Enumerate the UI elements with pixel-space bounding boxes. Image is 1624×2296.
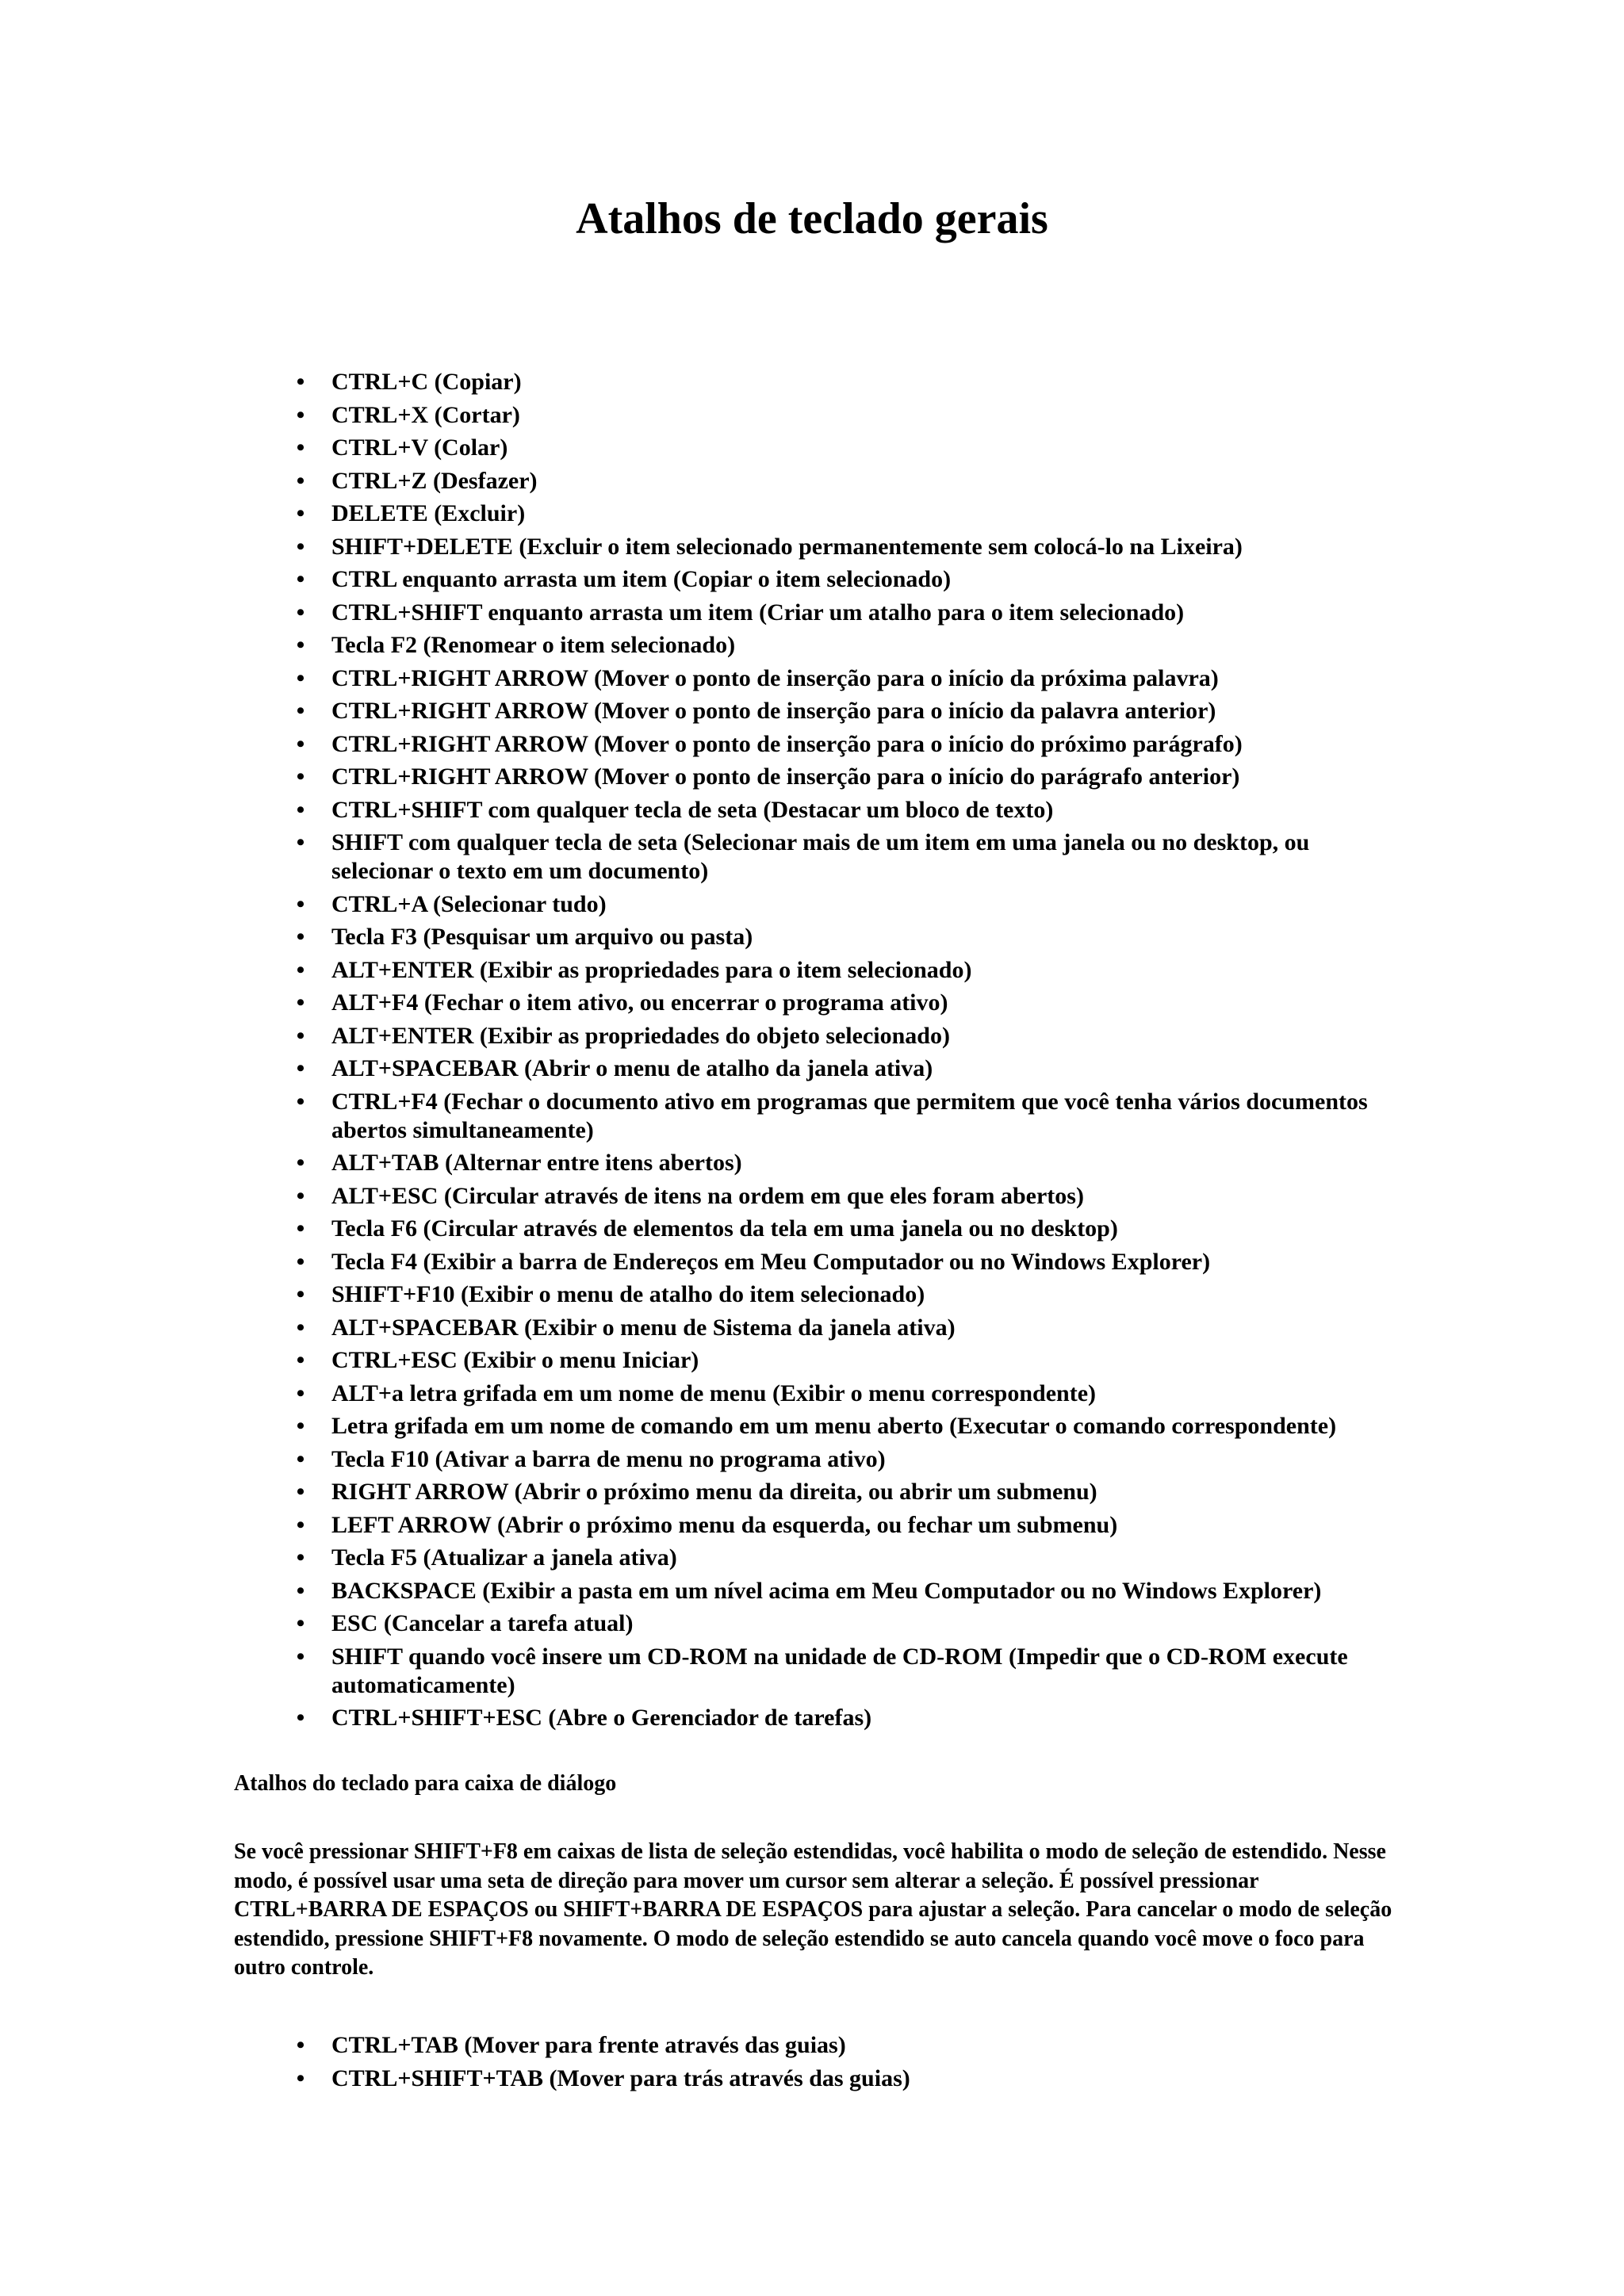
list-item-text: ALT+SPACEBAR (Exibir o menu de Sistema da janela ativa) — [331, 1314, 956, 1341]
list-item — [296, 1346, 1394, 1375]
bullet-icon: • — [296, 924, 305, 950]
list-item-text: ESC (Cancelar a tarefa atual) — [331, 1610, 634, 1636]
list-item-text: ALT+ENTER (Exibir as propriedades para o item selecionado) — [331, 956, 972, 983]
bullet-icon: • — [296, 533, 305, 560]
list-item — [296, 401, 1394, 430]
list-item-text: SHIFT quando você insere um CD-ROM na unidade de CD-ROM (Impedir que o CD-ROM execute automaticamente) — [331, 1643, 1348, 1698]
bullet-icon: • — [296, 1281, 305, 1307]
page-title: Atalhos de teclado gerais — [576, 194, 1048, 243]
list-item-text: CTRL enquanto arrasta um item (Copiar o item selecionado) — [331, 566, 952, 592]
list-item-text: Tecla F10 (Ativar a barra de menu no programa ativo) — [331, 1445, 886, 1472]
list-item-text: ALT+ESC (Circular através de itens na ordem em que eles foram abertos) — [331, 1182, 1084, 1209]
list-item — [296, 796, 1394, 825]
list-item — [296, 1445, 1394, 1474]
list-item — [296, 1412, 1394, 1441]
list-item — [296, 1380, 1394, 1408]
bullet-icon: • — [296, 467, 305, 494]
bullet-icon: • — [296, 1347, 305, 1373]
list-item-text: CTRL+ESC (Exibir o menu Iniciar) — [331, 1347, 699, 1373]
bullet-icon: • — [296, 796, 305, 823]
dialog-section-heading: Atalhos do teclado para caixa de diálogo — [234, 1771, 617, 1796]
list-item-text: CTRL+Z (Desfazer) — [331, 467, 538, 494]
bullet-icon: • — [296, 369, 305, 395]
bullet-icon: • — [296, 2064, 305, 2091]
general-shortcuts-list — [296, 368, 1394, 1737]
bullet-icon: • — [296, 698, 305, 724]
list-item — [296, 890, 1394, 919]
dialog-shortcuts-list — [296, 2031, 1394, 2097]
bullet-icon: • — [296, 599, 305, 626]
list-item-text: CTRL+A (Selecionar tudo) — [331, 890, 607, 917]
list-item-text: CTRL+C (Copiar) — [331, 369, 522, 395]
bullet-icon: • — [296, 664, 305, 691]
bullet-icon: • — [296, 2032, 305, 2058]
list-item — [296, 1478, 1394, 1506]
list-item-text: ALT+a letra grifada em um nome de menu (Exibir o menu correspondente) — [331, 1380, 1096, 1406]
bullet-icon: • — [296, 1511, 305, 1538]
bullet-icon: • — [296, 1380, 305, 1406]
bullet-icon: • — [296, 632, 305, 658]
list-item-text: LEFT ARROW (Abrir o próximo menu da esquerda, ou fechar um submenu) — [331, 1511, 1118, 1538]
list-item-text: CTRL+SHIFT com qualquer tecla de seta (Destacar um bloco de texto) — [331, 796, 1054, 823]
list-item-text: CTRL+SHIFT enquanto arrasta um item (Criar um atalho para o item selecionado) — [331, 599, 1185, 626]
bullet-icon: • — [296, 1577, 305, 1604]
list-item — [296, 1215, 1394, 1243]
bullet-icon: • — [296, 1215, 305, 1242]
bullet-icon: • — [296, 1643, 305, 1670]
bullet-icon: • — [296, 1055, 305, 1081]
list-item-text: CTRL+RIGHT ARROW (Mover o ponto de inserção para o início do parágrafo anterior) — [331, 763, 1240, 790]
list-item-text: CTRL+SHIFT+TAB (Mover para trás através das guias) — [331, 2064, 910, 2091]
bullet-icon: • — [296, 1022, 305, 1049]
bullet-icon: • — [296, 1413, 305, 1439]
list-item — [296, 599, 1394, 627]
list-item-text: ALT+ENTER (Exibir as propriedades do objeto selecionado) — [331, 1022, 950, 1049]
bullet-icon: • — [296, 1182, 305, 1209]
list-item — [296, 2064, 1394, 2093]
list-item — [296, 828, 1394, 886]
list-item — [296, 763, 1394, 791]
list-item-text: Tecla F4 (Exibir a barra de Endereços em Meu Computador ou no Windows Explorer) — [331, 1248, 1211, 1275]
list-item — [296, 1704, 1394, 1732]
bullet-icon: • — [296, 1479, 305, 1505]
list-item-text: Tecla F6 (Circular através de elementos da tela em uma janela ou no desktop) — [331, 1215, 1118, 1242]
list-item-text: SHIFT com qualquer tecla de seta (Selecionar mais de um item em uma janela ou no desktop, ou selecionar o texto em um documento) — [331, 829, 1310, 884]
bullet-icon: • — [296, 1150, 305, 1176]
list-item — [296, 1280, 1394, 1309]
list-item — [296, 1643, 1394, 1700]
list-item-text: CTRL+RIGHT ARROW (Mover o ponto de inserção para o início da próxima palavra) — [331, 664, 1219, 691]
bullet-icon: • — [296, 956, 305, 983]
bullet-icon: • — [296, 989, 305, 1016]
bullet-icon: • — [296, 730, 305, 757]
bullet-icon: • — [296, 890, 305, 917]
bullet-icon: • — [296, 566, 305, 592]
list-item — [296, 1511, 1394, 1540]
list-item — [296, 2031, 1394, 2060]
list-item — [296, 989, 1394, 1017]
bullet-icon: • — [296, 401, 305, 428]
list-item — [296, 697, 1394, 725]
list-item — [296, 1544, 1394, 1572]
list-item-text: Tecla F5 (Atualizar a janela ativa) — [331, 1544, 677, 1571]
list-item-text: CTRL+SHIFT+ESC (Abre o Gerenciador de tarefas) — [331, 1705, 872, 1731]
list-item-text: RIGHT ARROW (Abrir o próximo menu da direita, ou abrir um submenu) — [331, 1479, 1097, 1505]
list-item-text: Tecla F3 (Pesquisar um arquivo ou pasta) — [331, 924, 753, 950]
list-item — [296, 533, 1394, 561]
list-item — [296, 664, 1394, 693]
bullet-icon: • — [296, 1544, 305, 1571]
bullet-icon: • — [296, 1088, 305, 1115]
bullet-icon: • — [296, 1610, 305, 1636]
list-item-text: ALT+TAB (Alternar entre itens abertos) — [331, 1150, 742, 1176]
bullet-icon: • — [296, 763, 305, 790]
list-item — [296, 923, 1394, 951]
list-item — [296, 1088, 1394, 1145]
list-item — [296, 1314, 1394, 1342]
list-item — [296, 565, 1394, 594]
list-item-text: SHIFT+F10 (Exibir o menu de atalho do item selecionado) — [331, 1281, 925, 1307]
list-item-text: SHIFT+DELETE (Excluir o item selecionado permanentemente sem colocá-lo na Lixeira) — [331, 533, 1243, 560]
list-item — [296, 956, 1394, 985]
bullet-icon: • — [296, 1248, 305, 1275]
bullet-icon: • — [296, 1314, 305, 1341]
list-item — [296, 1054, 1394, 1083]
list-item-text: ALT+F4 (Fechar o item ativo, ou encerrar o programa ativo) — [331, 989, 948, 1016]
list-item — [296, 434, 1394, 462]
list-item — [296, 499, 1394, 528]
bullet-icon: • — [296, 500, 305, 526]
bullet-icon: • — [296, 434, 305, 461]
list-item — [296, 1022, 1394, 1050]
list-item-text: DELETE (Excluir) — [331, 500, 526, 526]
list-item-text: ALT+SPACEBAR (Abrir o menu de atalho da janela ativa) — [331, 1055, 933, 1081]
list-item — [296, 1577, 1394, 1605]
bullet-icon: • — [296, 829, 305, 855]
list-item — [296, 1248, 1394, 1276]
list-item — [296, 631, 1394, 660]
list-item-text: CTRL+V (Colar) — [331, 434, 508, 461]
list-item-text: CTRL+RIGHT ARROW (Mover o ponto de inserção para o início da palavra anterior) — [331, 698, 1216, 724]
bullet-icon: • — [296, 1445, 305, 1472]
list-item-text: Tecla F2 (Renomear o item selecionado) — [331, 632, 736, 658]
list-item — [296, 730, 1394, 759]
bullet-icon: • — [296, 1705, 305, 1731]
list-item-text: CTRL+X (Cortar) — [331, 401, 520, 428]
list-item — [296, 1609, 1394, 1638]
list-item-text: Letra grifada em um nome de comando em um menu aberto (Executar o comando correspondente) — [331, 1413, 1337, 1439]
list-item — [296, 1182, 1394, 1211]
list-item-text: CTRL+F4 (Fechar o documento ativo em programas que permitem que você tenha vários documentos abertos simultaneamente) — [331, 1088, 1368, 1143]
list-item — [296, 1149, 1394, 1177]
list-item — [296, 368, 1394, 396]
dialog-section-paragraph: Se você pressionar SHIFT+F8 em caixas de lista de seleção estendidas, você habilita o modo de seleção de estendido. Nesse modo, é possível usar uma seta de direção para mover um cursor sem alterar a seleção. É possível pressionar CTRL+BARRA DE ESPAÇOS ou SHIFT+BARRA DE ESPAÇOS para ajustar a seleção. Para cancelar o modo de seleção estendido, pressione SHIFT+F8 novamente. O modo de seleção estendido se auto cancela quando você move o foco para outro controle. — [234, 1839, 1392, 1980]
list-item-text: CTRL+TAB (Mover para frente através das guias) — [331, 2032, 846, 2058]
list-item-text: CTRL+RIGHT ARROW (Mover o ponto de inserção para o início do próximo parágrafo) — [331, 730, 1243, 757]
list-item — [296, 467, 1394, 496]
list-item-text: BACKSPACE (Exibir a pasta em um nível acima em Meu Computador ou no Windows Explorer) — [331, 1577, 1322, 1604]
